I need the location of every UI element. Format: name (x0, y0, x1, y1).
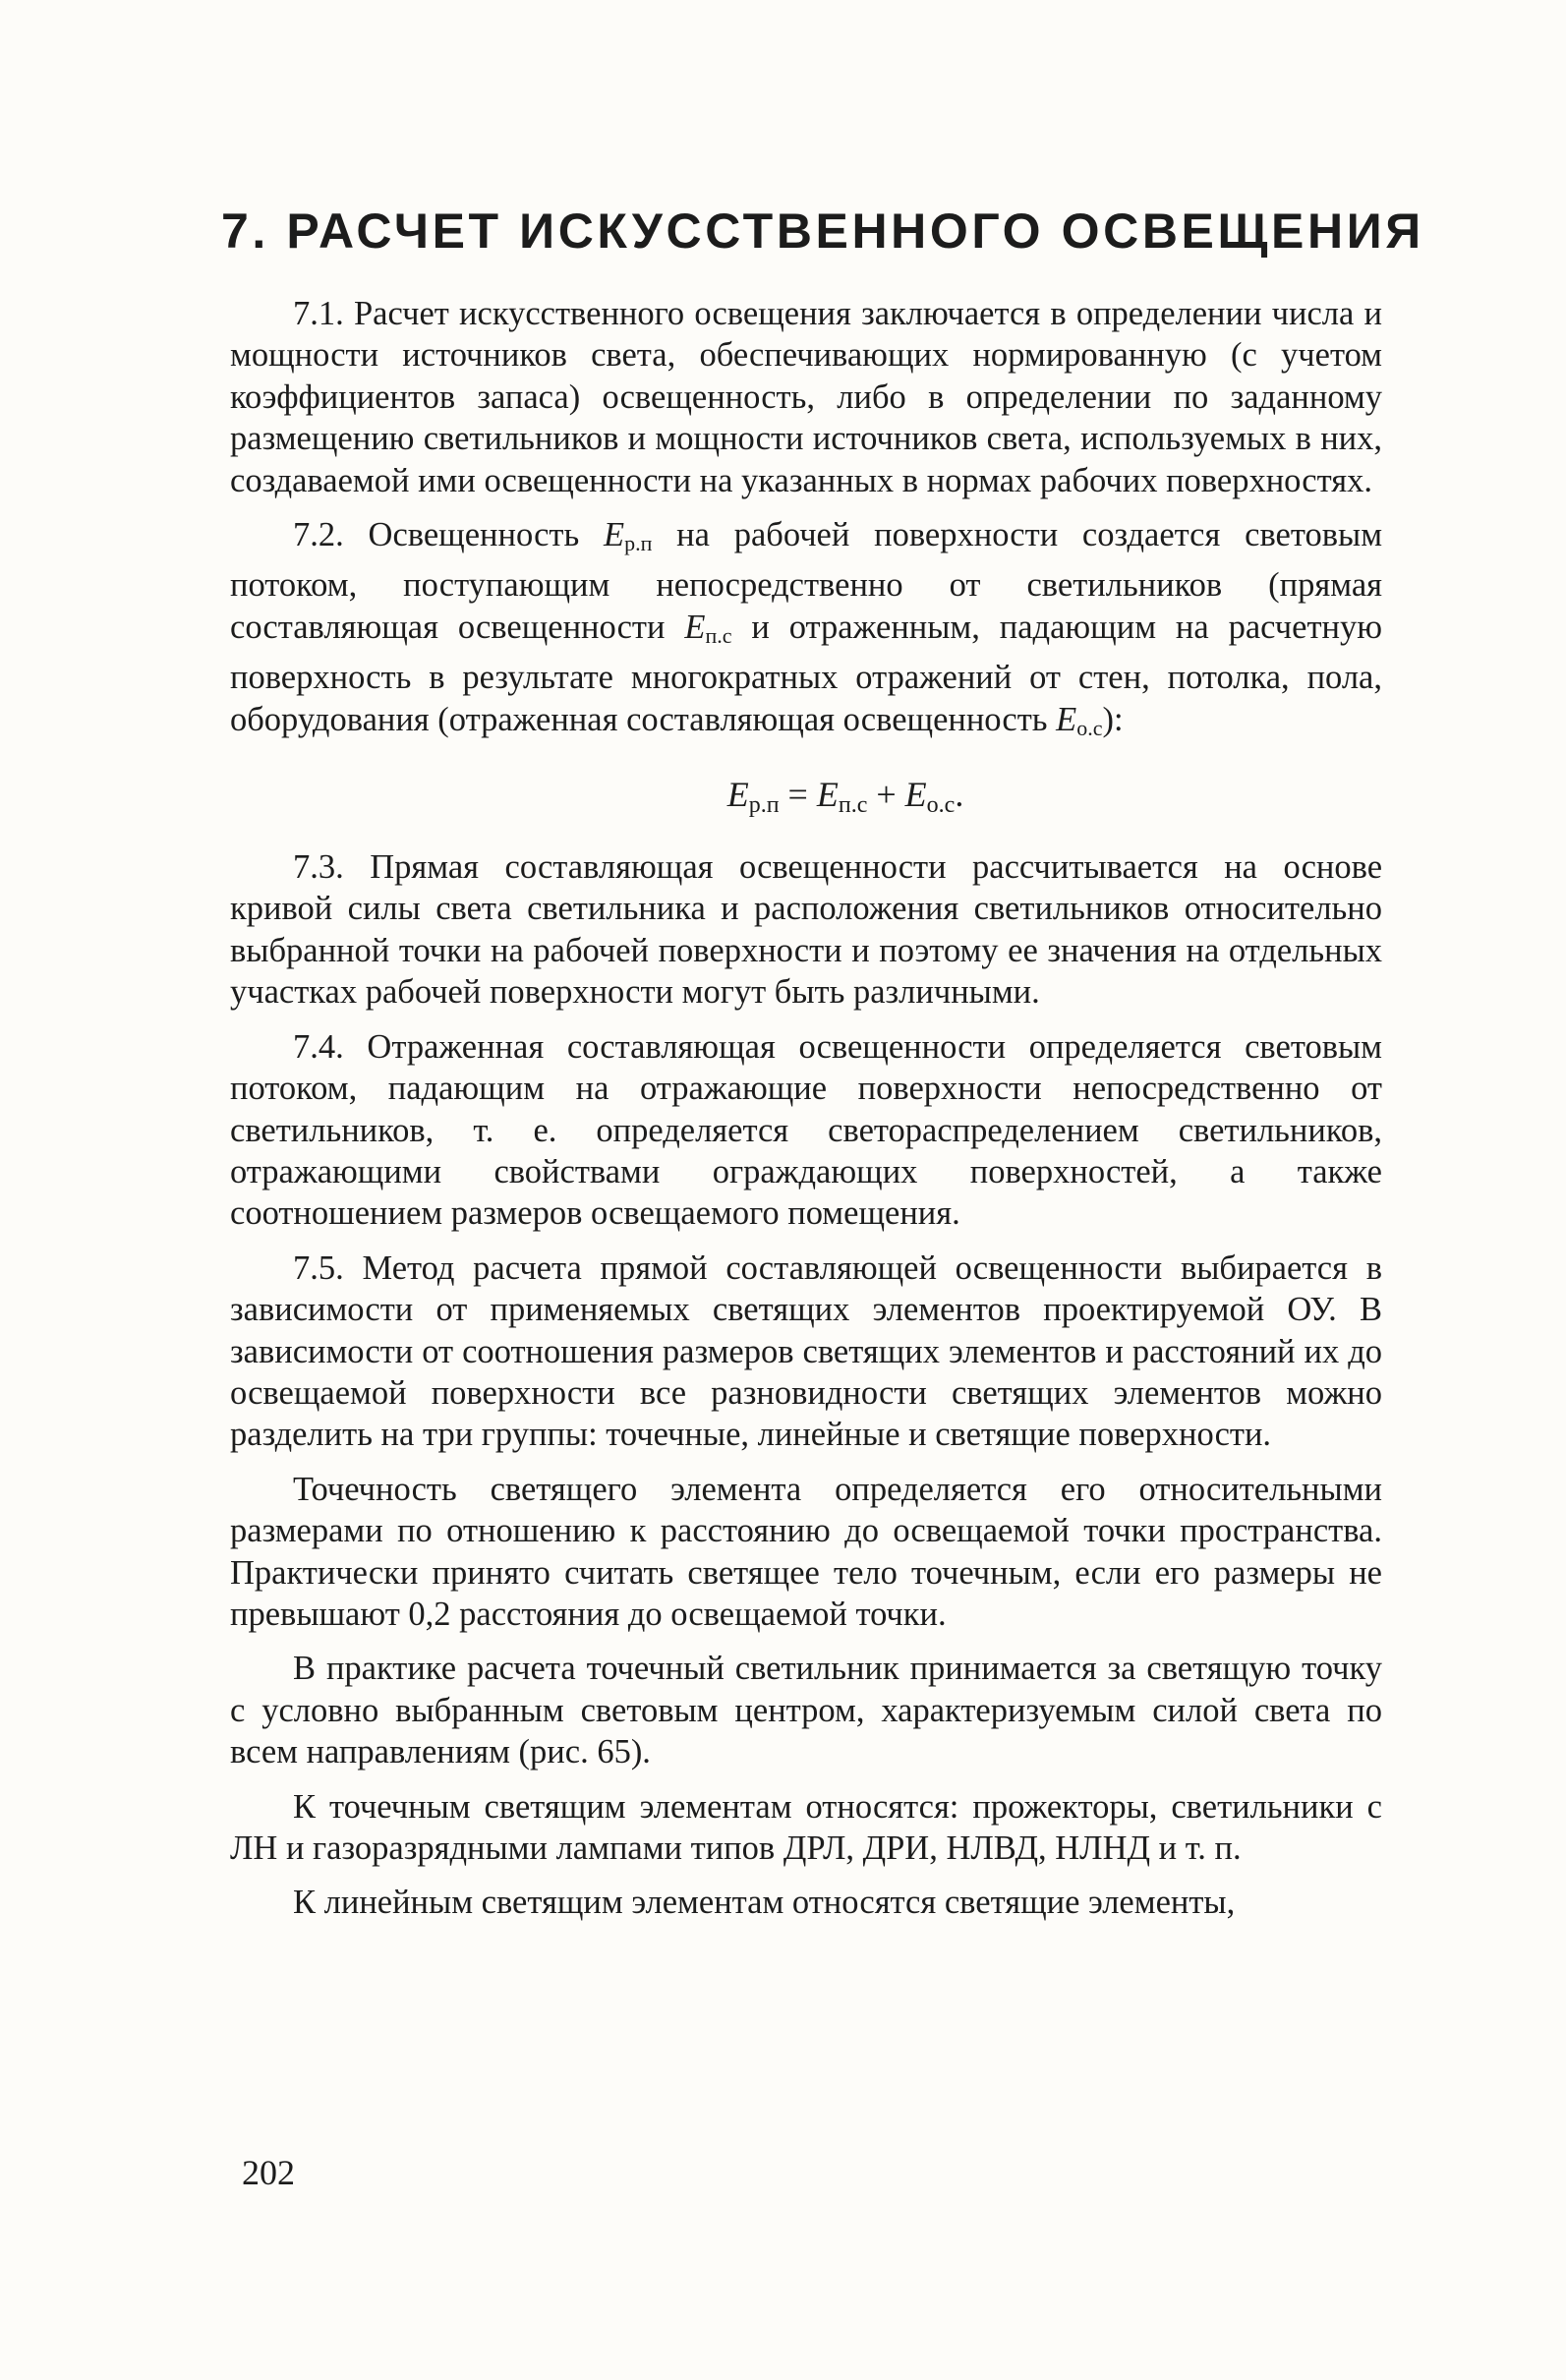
paragraph-text: Отраженная составляющая освещенности определяется световым потоком, падающим на отражающие поверхности непосредственно от светильников, т. е. определяется светораспределением светильников, отражающими свойствами ограждающих поверхностей, а также соотношением размеров освещаемого помещения. (230, 1027, 1382, 1233)
symbol-subscript: п.с (705, 622, 732, 648)
symbol-e-oc (1056, 701, 1102, 738)
paragraph-number: 7.2. (293, 516, 344, 554)
symbol-e-pc (684, 609, 731, 646)
paragraph-text: Расчет искусственного освещения заключается в определении числа и мощности источников света, обеспечивающих нормированную (с учетом коэффициентов запаса) освещенность, либо в определении по заданному размещению светильников и мощности источников света, используемых в них, создаваемой ими освещенности на указанных в нормах рабочих поверхностях. (230, 295, 1382, 499)
paragraph-text: на рабочей поверхности создается световым потоком, поступающим непосредственно от светильников (прямая составляющая освещенности (230, 516, 1383, 646)
formula-subscript: п.с (838, 792, 868, 819)
paragraph-text: ): (1102, 700, 1124, 738)
body-text (230, 293, 1382, 1924)
illuminance-formula (230, 773, 1382, 827)
paragraph-7-2 (230, 514, 1382, 749)
paragraph-text: и отраженным, падающим на расчетную поверхность в результате многократных отражений от стен, потолка, пола, оборудования (отраженная составляющая освещенность (230, 608, 1383, 738)
symbol-letter: E (1056, 700, 1077, 738)
paragraph-number: 7.4. (293, 1027, 344, 1066)
paragraph-number: 7.3. (293, 848, 344, 887)
symbol-letter: E (684, 608, 706, 646)
formula-symbol: E (904, 775, 927, 815)
paragraph-7-1 (230, 293, 1382, 501)
paragraph-linear-elements: К линейным светящим элементам относятся светящие элементы, (293, 1884, 1236, 1922)
formula-plus: + (867, 775, 905, 815)
symbol-e-rp (604, 516, 653, 556)
formula-symbol: E (726, 775, 749, 815)
symbol-subscript: о.с (1076, 715, 1103, 740)
paragraph-number: 7.5. (293, 1248, 344, 1287)
formula-subscript: р.п (748, 792, 780, 819)
formula-subscript: о.с (926, 792, 956, 819)
paragraph-7-5 (230, 1248, 1382, 1456)
symbol-subscript: р.п (624, 531, 653, 556)
formula-equals: = (779, 775, 817, 815)
chapter-heading: 7. РАСЧЕТ ИСКУССТВЕННОГО ОСВЕЩЕНИЯ (221, 203, 1424, 259)
formula-symbol: E (816, 775, 839, 815)
formula-end: . (955, 775, 964, 815)
paragraph-point-source: Точечность светящего элемента определяется его относительными размерами по отношению к расстоянию до освещаемой точки пространства. Практически принято считать светящее тело точечным, если его размеры не превышают 0,2 расстояния до освещаемой точки. (230, 1470, 1382, 1633)
paragraph-text: Метод расчета прямой составляющей освещенности выбирается в зависимости от применяемых светящих элементов проектируемой ОУ. В зависимости от соотношения размеров светящих элементов и расстояний их до освещаемой поверхности все разновидности светящих элементов можно разделить на три группы: точечные, линейные и светящие поверхности. (230, 1248, 1382, 1454)
paragraph-practice: В практике расчета точечный светильник принимается за светящую точку с условно выбранным световым центром, характеризуемым силой света по всем направлениям (рис. 65). (230, 1650, 1382, 1771)
symbol-letter: E (604, 516, 625, 554)
paragraph-point-elements: К точечным светящим элементам относятся: прожекторы, светильники с ЛН и газоразрядными лампами типов ДРЛ, ДРИ, НЛВД, НЛНД и т. п. (230, 1787, 1382, 1867)
paragraph-text: Освещенность (368, 516, 580, 554)
paragraph-7-4 (230, 1026, 1382, 1235)
page-number: 202 (242, 2153, 295, 2192)
paragraph-number: 7.1. (293, 295, 344, 332)
paragraph-text: Прямая составляющая освещенности рассчитывается на основе кривой силы света светильника и расположения светильников относительно выбранной точки на рабочей поверхности и поэтому ее значения на отдельных участках рабочей поверхности могут быть различными. (230, 848, 1383, 1012)
paragraph-7-3 (230, 846, 1382, 1014)
